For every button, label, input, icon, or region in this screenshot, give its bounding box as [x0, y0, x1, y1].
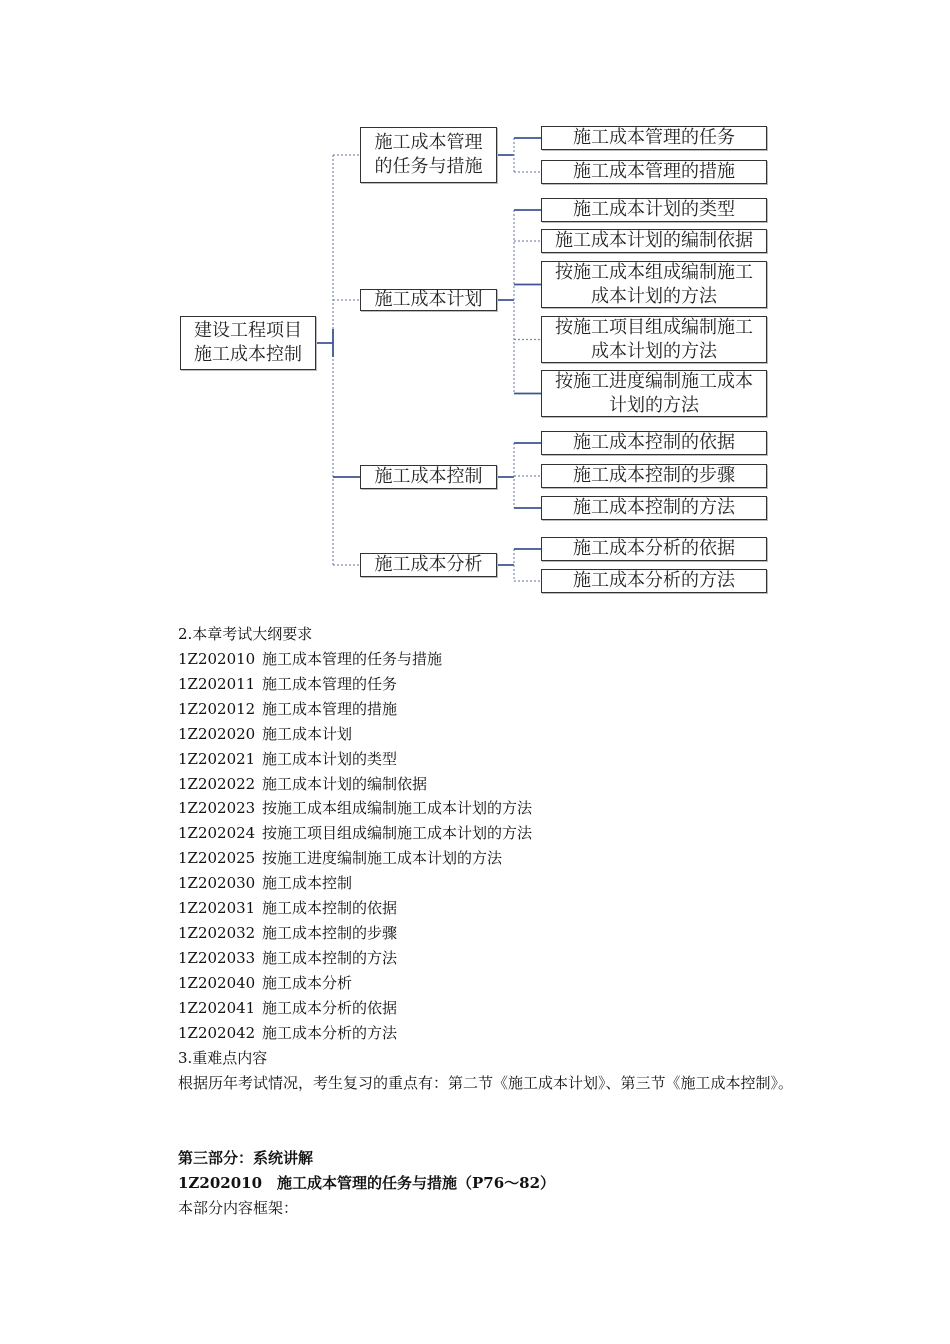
child-node	[541, 569, 767, 593]
child-node	[541, 537, 767, 561]
outline-text: 施工成本分析的依据	[262, 998, 398, 1017]
child-node-label: 成本计划的方法	[591, 340, 717, 362]
root-node	[180, 316, 316, 370]
outline-item	[178, 672, 397, 697]
outline-text: 施工成本管理的措施	[262, 699, 398, 718]
outline-code: 1Z202010	[178, 650, 256, 668]
outline-code: 1Z202025	[178, 849, 256, 868]
child-node-label: 计划的方法	[609, 394, 699, 416]
outline-item	[178, 896, 397, 921]
outline-text: 施工成本管理的任务与措施	[262, 650, 443, 668]
branch-node-label: 施工成本计划	[374, 289, 483, 310]
outline-item	[178, 772, 427, 797]
branch-node	[360, 127, 497, 183]
child-node	[541, 316, 767, 363]
outline-item	[178, 697, 397, 722]
child-node	[541, 261, 767, 308]
outline-text: 施工成本控制的方法	[262, 948, 398, 967]
child-node	[541, 370, 767, 417]
branch-node-label: 的任务与措施	[374, 156, 483, 177]
outline-text: 施工成本控制的依据	[262, 899, 398, 917]
outline-item	[178, 1021, 397, 1046]
outline-text: 按施工进度编制施工成本计划的方法	[262, 849, 503, 868]
outline-text: 施工成本计划	[262, 724, 353, 743]
outline-item	[178, 946, 397, 971]
section2-title: 2.本章考试大纲要求	[178, 625, 313, 643]
child-node-label: 施工成本控制的步骤	[573, 465, 735, 486]
child-node-label: 施工成本计划的类型	[573, 199, 735, 220]
child-node-label: 按施工成本组成编制施工	[555, 261, 753, 283]
child-node	[541, 496, 767, 520]
child-node	[541, 464, 767, 488]
outline-code: 1Z202030	[178, 874, 256, 893]
child-node	[541, 431, 767, 455]
outline-item	[178, 747, 397, 772]
child-node-label: 施工成本控制的方法	[573, 497, 735, 518]
branch-node-label: 施工成本分析	[374, 554, 483, 575]
child-node	[541, 160, 767, 184]
outline-item	[178, 971, 352, 996]
section3-title: 3.重难点内容	[178, 1049, 268, 1067]
part3-title: 第三部分：系统讲解	[178, 1149, 314, 1167]
outline-text: 施工成本计划的编制依据	[262, 774, 428, 793]
section3-text: 根据历年考试情况，考生复习的重点有：第二节《施工成本计划》、第三节《施工成本控制》。	[178, 1074, 794, 1092]
child-node	[541, 126, 767, 150]
outline-text: 施工成本管理的任务	[262, 674, 398, 693]
outline-code: 1Z202033	[178, 948, 256, 967]
child-node	[541, 198, 767, 222]
child-node-label: 施工成本分析的方法	[573, 570, 735, 591]
branch-node	[360, 465, 497, 489]
outline-item	[178, 846, 502, 871]
child-node-label: 施工成本管理的措施	[573, 161, 735, 182]
outline-item	[178, 921, 397, 946]
outline-code: 1Z202023	[178, 799, 256, 818]
child-node-label: 成本计划的方法	[591, 285, 717, 307]
child-node-label: 按施工进度编制施工成本	[555, 370, 753, 392]
outline-item	[178, 722, 352, 747]
outline-code: 1Z202031	[178, 899, 256, 917]
child-node-label: 施工成本管理的任务	[573, 127, 735, 148]
part3-subtitle: 1Z202010 施工成本管理的任务与措施（P76～82）	[178, 1174, 556, 1192]
outline-code: 1Z202021	[178, 749, 256, 768]
outline-item	[178, 796, 532, 821]
outline-code: 1Z202032	[178, 923, 256, 942]
outline-text: 施工成本分析	[262, 973, 353, 992]
child-node-label: 施工成本控制的依据	[573, 432, 735, 453]
outline-text: 施工成本控制的步骤	[262, 923, 398, 942]
outline-item	[178, 871, 352, 896]
root-node-label: 施工成本控制	[194, 344, 302, 365]
branch-node	[360, 289, 497, 311]
outline-code: 1Z202042	[178, 1023, 256, 1042]
child-node-label: 施工成本计划的编制依据	[555, 230, 753, 251]
child-node	[541, 229, 767, 253]
branch-node	[360, 553, 497, 577]
outline-text: 按施工成本组成编制施工成本计划的方法	[262, 799, 533, 818]
child-node-label: 按施工项目组成编制施工	[555, 316, 753, 338]
root-node-label: 建设工程项目	[194, 320, 302, 341]
outline-code: 1Z202020	[178, 724, 256, 743]
outline-item	[178, 996, 397, 1021]
outline-code: 1Z202012	[178, 699, 256, 718]
outline-item	[178, 821, 532, 846]
outline-code: 1Z202024	[178, 824, 256, 843]
outline-code: 1Z202040	[178, 973, 256, 992]
child-node-label: 施工成本分析的依据	[573, 538, 735, 559]
outline-text: 按施工项目组成编制施工成本计划的方法	[262, 824, 533, 843]
outline-text: 施工成本分析的方法	[262, 1023, 398, 1042]
outline-code: 1Z202022	[178, 774, 256, 793]
outline-code: 1Z202011	[178, 674, 256, 693]
outline-text: 施工成本控制	[262, 874, 353, 893]
branch-node-label: 施工成本管理	[374, 132, 483, 153]
part3-intro: 本部分内容框架：	[178, 1199, 299, 1217]
outline-item	[178, 647, 442, 672]
branch-node-label: 施工成本控制	[374, 466, 483, 487]
outline-text: 施工成本计划的类型	[262, 749, 398, 768]
outline-code: 1Z202041	[178, 998, 256, 1017]
